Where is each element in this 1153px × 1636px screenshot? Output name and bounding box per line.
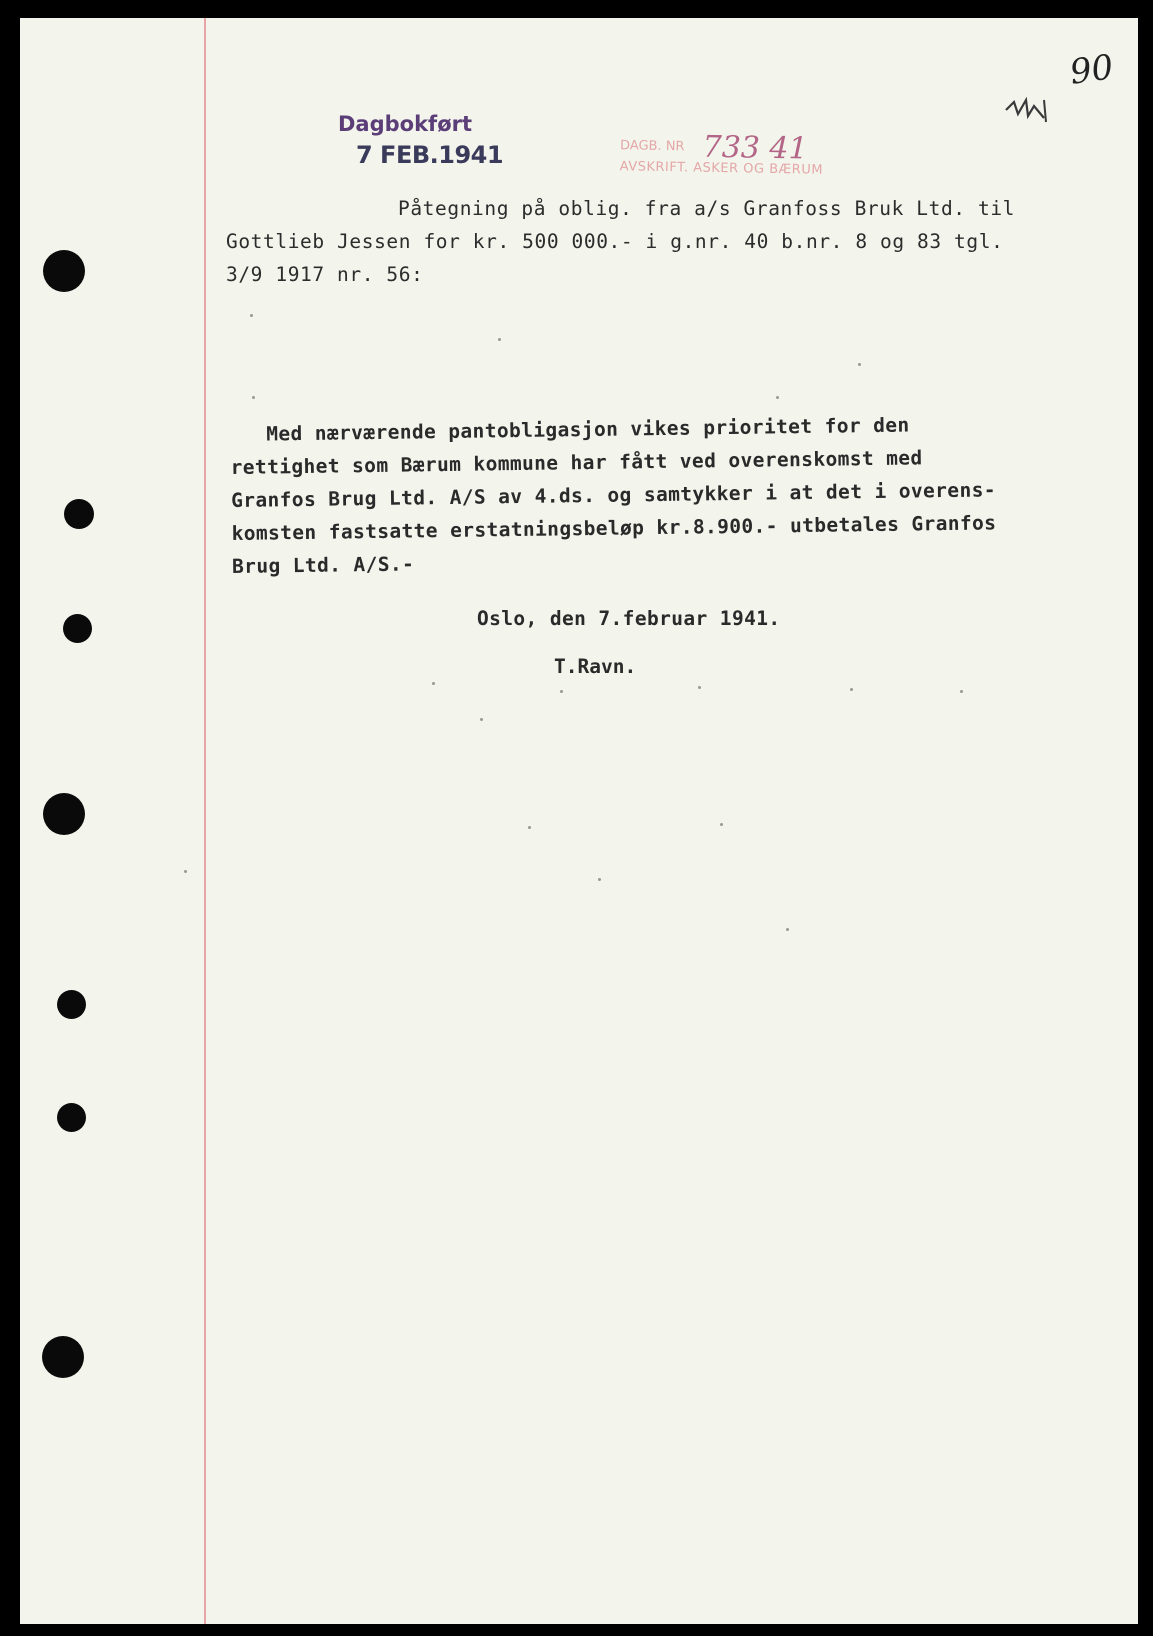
heading-line: Gottlieb Jessen for kr. 500 000.- i g.nr. 40 b.nr. 8 og 83 tgl.	[226, 230, 1004, 253]
dagbokfort-date: 7 FEB.1941	[356, 141, 504, 169]
paper-speck	[598, 878, 601, 881]
signature: T.Ravn.	[554, 655, 637, 678]
punch-hole	[43, 793, 85, 835]
paper-speck	[252, 396, 255, 399]
paper-speck	[720, 823, 723, 826]
dagbokfort-label: Dagbokført	[338, 112, 473, 136]
body-line: rettighet som Bærum kommune har fått ved overenskomst med	[230, 446, 923, 479]
paper-speck	[184, 870, 187, 873]
punch-hole	[57, 1103, 86, 1132]
registry-number: 733 41	[702, 129, 808, 167]
paper-speck	[480, 718, 483, 721]
place-and-date: Oslo, den 7.februar 1941.	[477, 607, 781, 630]
registry-stamp-label: DAGB. NR	[619, 138, 685, 155]
paper-speck	[776, 396, 779, 399]
dagbokfort-stamp	[338, 114, 503, 167]
paper-speck	[250, 314, 253, 317]
folio-number: 90	[1067, 47, 1116, 93]
paper-speck	[858, 363, 861, 366]
body-line: komsten fastsatte erstatningsbeløp kr.8.900.- utbetales Granfos	[231, 511, 997, 545]
handwritten-mark-icon	[1004, 96, 1050, 126]
margin-rule	[204, 18, 206, 1624]
paper-speck	[960, 690, 963, 693]
document-page	[20, 18, 1138, 1624]
body-line: Granfos Brug Ltd. A/S av 4.ds. og samtykker i at det i overens-	[230, 478, 997, 512]
body-line: Brug Ltd. A/S.-	[231, 552, 415, 578]
registry-stamp	[620, 120, 824, 179]
paper-speck	[498, 338, 501, 341]
punch-hole	[43, 250, 85, 292]
endorsement-body	[230, 406, 1112, 583]
paper-speck	[786, 928, 789, 931]
paper-speck	[698, 686, 701, 689]
paper-speck	[528, 826, 531, 829]
heading-line: 3/9 1917 nr. 56:	[226, 263, 424, 286]
heading-line: Påtegning på oblig. fra a/s Granfoss Bruk Ltd. til	[398, 197, 1015, 220]
endorsement-heading	[226, 192, 1106, 291]
punch-hole	[57, 990, 86, 1019]
body-line: Med nærværende pantobligasjon vikes prioritet for den	[266, 413, 910, 446]
paper-speck	[432, 682, 435, 685]
paper-speck	[560, 690, 563, 693]
registry-stamp-office: AVSKRIFT. ASKER OG BÆRUM	[619, 159, 824, 178]
paper-speck	[850, 688, 853, 691]
punch-hole	[64, 499, 94, 529]
punch-hole	[63, 614, 92, 643]
punch-hole	[42, 1336, 84, 1378]
